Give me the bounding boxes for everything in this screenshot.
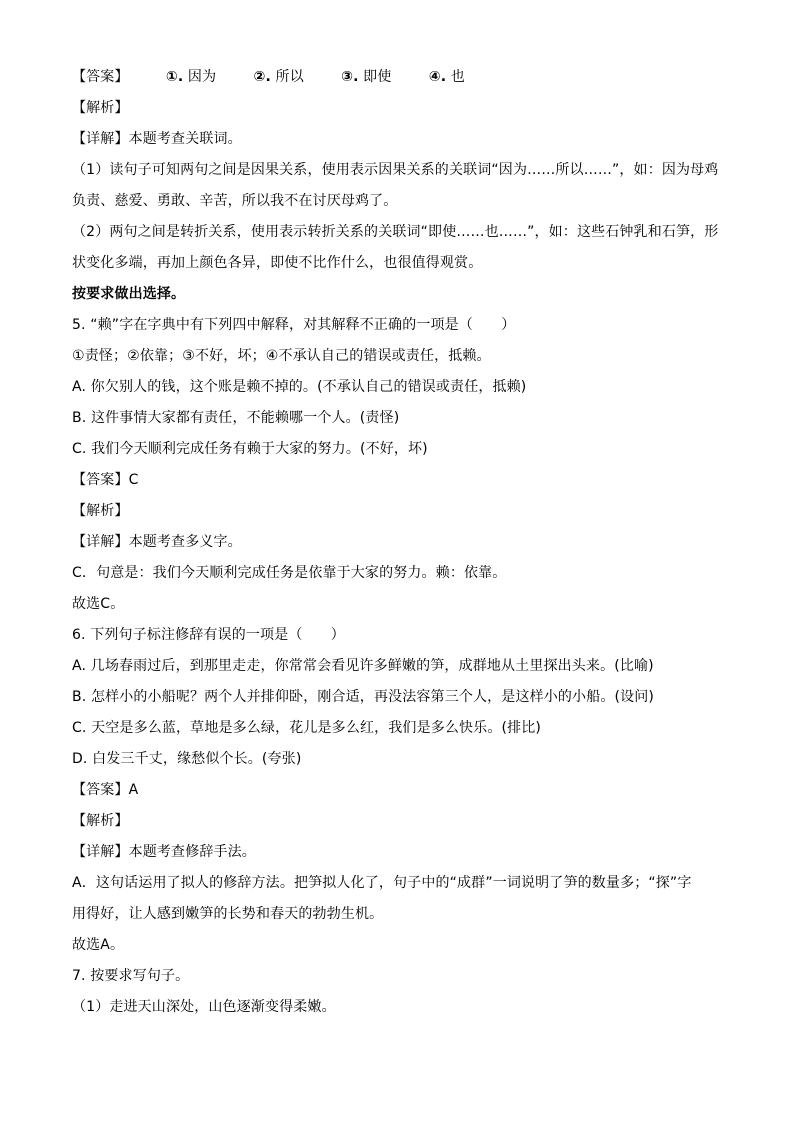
answer-num-3: ③. bbox=[341, 69, 359, 85]
q4-detail: 【详解】本题考查关联词。 bbox=[72, 131, 242, 147]
q5-option-a: A. 你欠别人的钱，这个账是赖不掉的。(不承认自己的错误或责任，抵赖) bbox=[72, 379, 527, 395]
answer-num-2: ②. bbox=[253, 69, 271, 85]
q6-option-c: C. 天空是多么蓝，草地是多么绿，花儿是多么红，我们是多么快乐。(排比) bbox=[72, 720, 541, 736]
q6-stem: 6. 下列句子标注修辞有误的一项是（ ） bbox=[72, 627, 345, 643]
q6-explanation-b: 用得好，让人感到嫩笋的长势和春天的勃勃生机。 bbox=[72, 906, 384, 922]
q4-explanation-1a: （1）读句子可知两句之间是因果关系，使用表示因果关系的关联词“因为……所以……”，如：因为母鸡 bbox=[72, 162, 719, 178]
q5-analysis-tag: 【解析】 bbox=[72, 503, 129, 519]
q7-part-1: （1）走进天山深处，山色逐渐变得柔嫩。 bbox=[72, 999, 336, 1015]
answer-text-4: 也 bbox=[450, 69, 465, 85]
q6-option-b: B. 怎样小的小船呢？两个人并排仰卧，刚合适，再没法容第三个人，是这样小的小船。(设问) bbox=[72, 689, 655, 705]
q5-option-b: B. 这件事情大家都有责任，不能赖哪一个人。(责怪) bbox=[72, 410, 400, 426]
q5-answer: 【答案】C bbox=[72, 472, 139, 488]
answer-text-1: 因为 bbox=[187, 69, 217, 85]
q6-choose: 故选A。 bbox=[72, 937, 125, 953]
answer-tag: 【答案】 bbox=[72, 69, 129, 85]
q4-answer-row bbox=[72, 62, 734, 93]
q7-stem: 7. 按要求写句子。 bbox=[72, 968, 190, 984]
answer-num-4: ④. bbox=[428, 69, 447, 85]
q6-option-d: D. 白发三千丈，缘愁似个长。(夸张) bbox=[72, 751, 302, 767]
section-title: 按要求做出选择。 bbox=[72, 286, 186, 302]
q6-option-a: A. 几场春雨过后，到那里走走，你常常会看见许多鲜嫩的笋，成群地从土里探出头来。(比喻) bbox=[72, 658, 654, 674]
q5-option-c: C. 我们今天顺利完成任务有赖于大家的努力。(不好，坏) bbox=[72, 441, 428, 457]
q6-detail: 【详解】本题考查修辞手法。 bbox=[72, 844, 256, 860]
q4-explanation-1b: 负责、慈爱、勇敢、辛苦，所以我不在讨厌母鸡了。 bbox=[72, 193, 398, 209]
q4-explanation-2b: 状变化多端，再加上颜色各异，即使不比作什么，也很值得观赏。 bbox=[72, 255, 483, 271]
q4-explanation-2a: （2）两句之间是转折关系，使用表示转折关系的关联词“即使……也……”，如：这些石钟乳和石笋，形 bbox=[72, 224, 719, 240]
q4-analysis-tag: 【解析】 bbox=[72, 100, 129, 116]
q6-analysis-tag: 【解析】 bbox=[72, 813, 129, 829]
q5-explanation: C．句意是：我们今天顺利完成任务是依靠于大家的努力。赖：依靠。 bbox=[72, 565, 507, 581]
q6-explanation-a: A．这句话运用了拟人的修辞方法。把笋拟人化了，句子中的“成群”一词说明了笋的数量多；“探”字 bbox=[72, 875, 692, 891]
answer-num-1: ①. bbox=[165, 69, 184, 85]
answer-text-3: 即使 bbox=[363, 69, 392, 85]
q5-stem: 5. “赖”字在字典中有下列四中解释，对其解释不正确的一项是（ ） bbox=[72, 317, 516, 333]
q6-answer: 【答案】A bbox=[72, 782, 139, 798]
q5-meanings: ①责怪；②依靠；③不好，坏；④不承认自己的错误或责任，抵赖。 bbox=[72, 348, 491, 364]
q5-detail: 【详解】本题考查多义字。 bbox=[72, 534, 242, 550]
q5-choose: 故选C。 bbox=[72, 596, 125, 612]
answer-text-2: 所以 bbox=[275, 69, 304, 85]
